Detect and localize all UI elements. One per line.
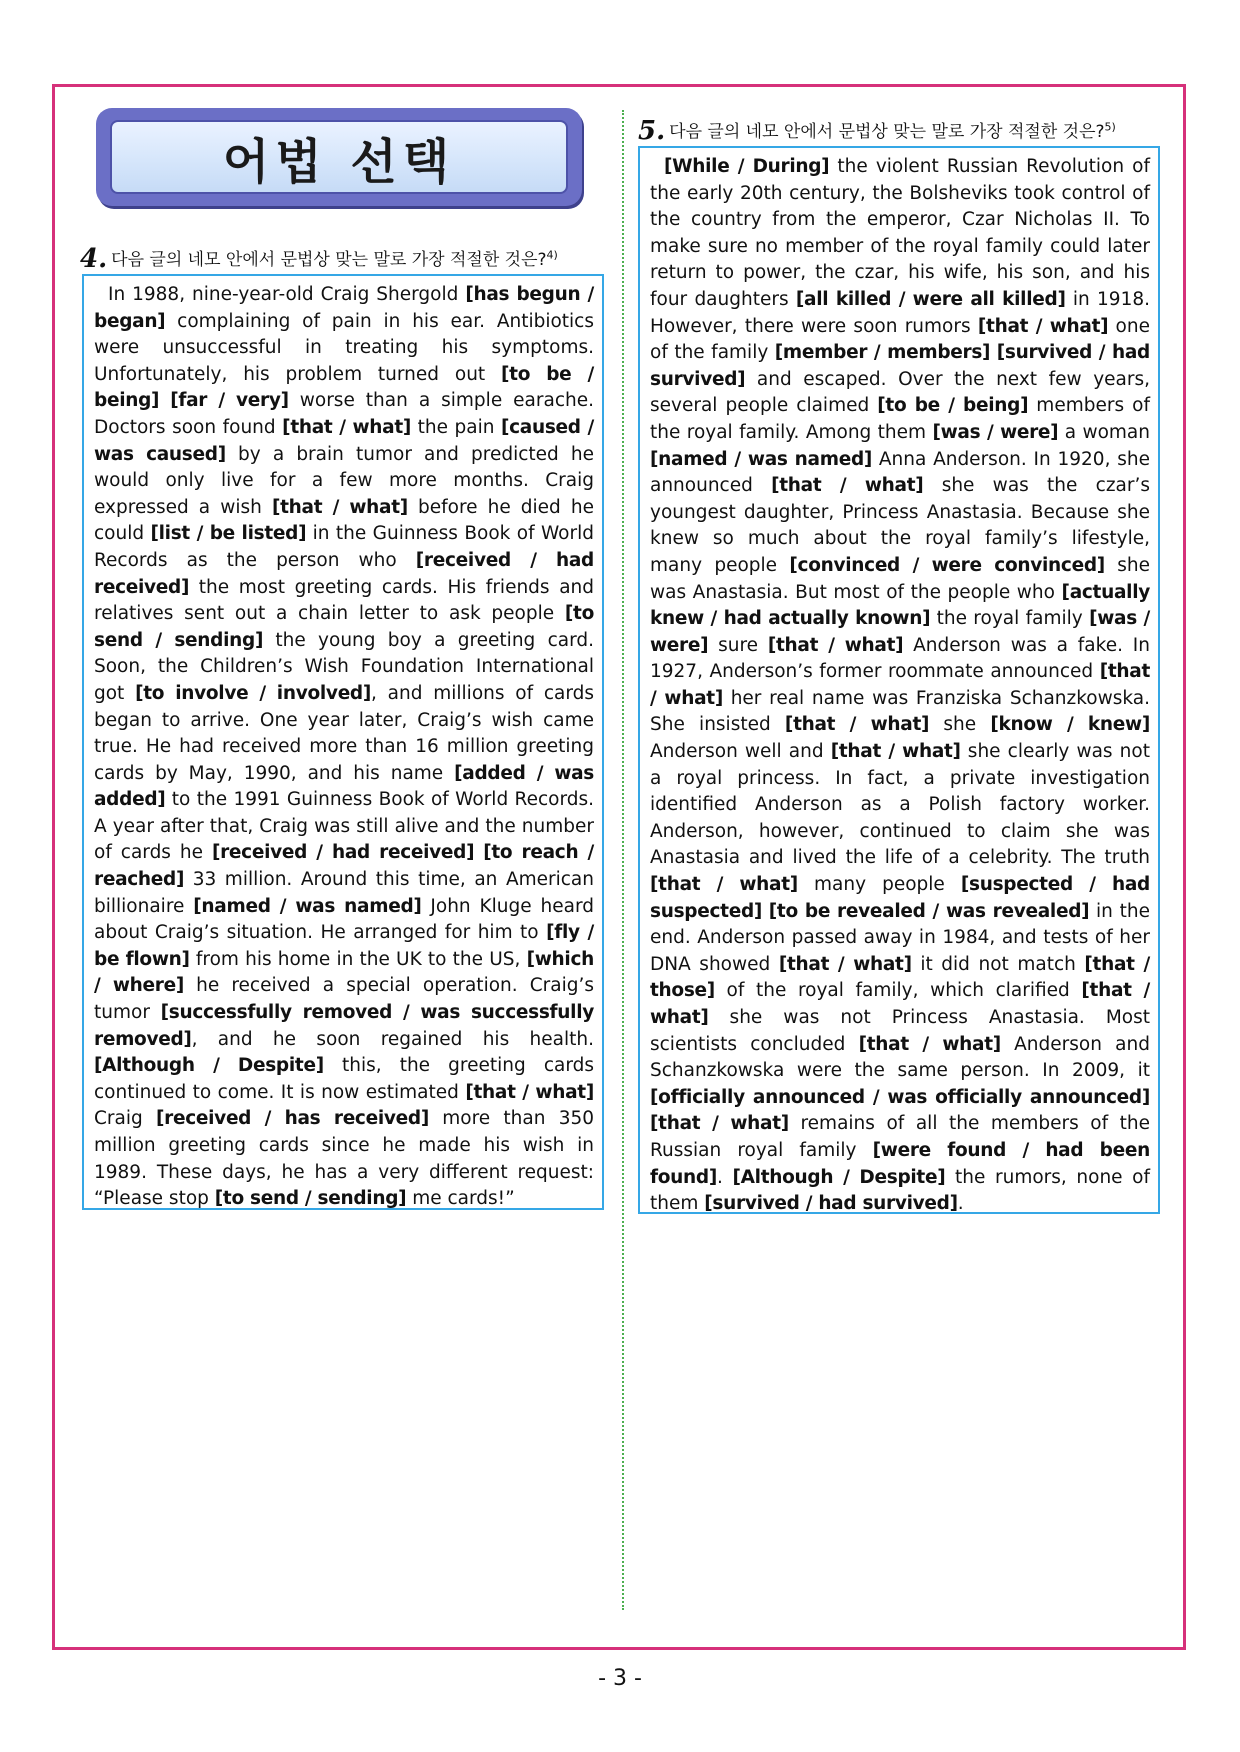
question-5-header: [638, 116, 1116, 146]
grammar-choice: [that / what]: [465, 1081, 594, 1103]
passage-text: the royal family: [930, 608, 1090, 630]
passage-text: she was not Princess Anastasia. Most scientists concluded: [650, 1007, 1150, 1055]
grammar-choice: [far / very]: [170, 390, 289, 412]
passage-text: many people: [797, 874, 961, 896]
grammar-choice: [successfully removed / was successfully removed]: [94, 1002, 594, 1050]
grammar-choice: [that / what]: [650, 1113, 789, 1135]
passage-text: [159, 390, 170, 411]
passage-text: the rumors, none of them: [650, 1166, 1150, 1215]
grammar-choice: [survived / had survived]: [650, 342, 1150, 390]
passage-text: me cards!”: [406, 1188, 515, 1210]
passage-text: from his home in the UK to the US,: [189, 948, 527, 970]
grammar-choice: [While / During]: [664, 156, 830, 177]
passage-text: before he died he could: [94, 496, 594, 545]
passage-text: in 1918. However, there were soon rumors: [650, 288, 1150, 337]
passage-text: 33 million. Around this time, an American billionaire: [94, 869, 594, 917]
passage-text: [474, 842, 483, 863]
passage-text: worse than a simple earache. Doctors soon found: [94, 390, 594, 438]
passage-text: he received a special operation. Craig’s tumor: [94, 975, 595, 1024]
grammar-choice: [that / what]: [650, 874, 798, 896]
grammar-choice: [to send / sending]: [214, 1188, 407, 1210]
title-banner: [96, 108, 582, 206]
passage-text: John Kluge heard about Craig’s situation. He arranged for him to: [94, 895, 594, 944]
grammar-choice: [Although / Despite]: [732, 1166, 946, 1188]
passage-text: sure: [708, 634, 768, 656]
grammar-choice: [that / what]: [977, 315, 1109, 337]
grammar-choice: [named / was named]: [650, 448, 873, 470]
grammar-choice: [that / what]: [778, 953, 912, 975]
passage-text: the young boy a greeting card. Soon, the Children’s Wish Foundation International got: [94, 629, 594, 704]
grammar-choice: [that / what]: [858, 1033, 1001, 1055]
passage-text: by a brain tumor and predicted he would only live for a few more months. Craig expressed a wish: [94, 443, 595, 518]
grammar-choice: [was / were]: [650, 608, 1150, 656]
question-4-header: [80, 244, 558, 274]
grammar-choice: [has begun / began]: [94, 284, 594, 332]
grammar-choice: [named / was named]: [193, 895, 422, 917]
passage-text: in the Guinness Book of World Records as the person who: [94, 523, 594, 571]
grammar-choice: [survived / had survived]: [704, 1193, 958, 1215]
passage-text: , and millions of cards began to arrive. One year later, Craig’s wish came true. He had received more than 16 million greeting cards by May, 1990, and his name: [94, 682, 595, 784]
question-4-number: 4.: [80, 244, 108, 274]
passage-text: to the 1991 Guinness Book of World Records. A year after that, Craig was still alive and the number of cards he: [94, 789, 594, 864]
passage-text: the pain: [411, 416, 501, 438]
question-4-passage-box: [82, 274, 604, 1210]
page-title: 어법 선택: [222, 133, 456, 190]
passage-text: members of the royal family. Among them: [650, 395, 1150, 443]
grammar-choice: [received / had received]: [211, 842, 475, 864]
passage-text: she clearly was not a royal princess. In fact, a private investigation identified Anderson as a Polish factory worker. Anderson, however, continued to claim she was Anastasia and lived the life of a celebrity. The truth: [650, 741, 1150, 869]
passage-text: a woman: [1058, 421, 1150, 443]
grammar-choice: [were found / had been found]: [650, 1139, 1150, 1188]
grammar-choice: [that / what]: [830, 741, 961, 763]
grammar-choice: [to be / being]: [94, 363, 594, 412]
passage-text: her real name was Franziska Schanzkowska. She insisted: [650, 687, 1150, 736]
grammar-choice: [that / what]: [784, 714, 930, 736]
grammar-choice: [that / what]: [771, 475, 924, 497]
passage-text: more than 350 million greeting cards since he made his wish in 1989. These days, he has a very different request: “Please stop: [94, 1108, 595, 1210]
grammar-choice: [received / has received]: [156, 1108, 429, 1130]
passage-text: Anna Anderson. In 1920, she announced: [650, 448, 1150, 497]
question-4-footnote: 4): [546, 248, 558, 262]
grammar-choice: [to be revealed / was revealed]: [768, 900, 1090, 922]
grammar-choice: [received / had received]: [94, 549, 594, 598]
passage-text: Anderson was a fake. In 1927, Anderson’s former roommate announced: [650, 634, 1150, 683]
grammar-choice: [member / members]: [774, 342, 991, 364]
passage-text: one of the family: [650, 315, 1150, 364]
passage-text: , and he soon regained his health.: [191, 1028, 594, 1050]
grammar-choice: [to send / sending]: [94, 603, 594, 651]
grammar-choice: [added / was added]: [94, 762, 595, 811]
question-4-prompt: 다음 글의 네모 안에서 문법상 맞는 말로 가장 적절한 것은?: [111, 250, 547, 270]
column-divider: [622, 110, 624, 1610]
title-banner-inner: [110, 120, 568, 194]
grammar-choice: [that / what]: [650, 980, 1150, 1028]
grammar-choice: [that / those]: [650, 953, 1150, 1002]
grammar-choice: [know / knew]: [990, 714, 1150, 736]
grammar-choice: [convinced / were convinced]: [789, 554, 1105, 576]
page-number: - 3 -: [598, 1666, 642, 1691]
passage-text: In 1988, nine-year-old Craig Shergold: [108, 284, 466, 305]
grammar-choice: [fly / be flown]: [94, 922, 594, 970]
passage-text: Craig: [94, 1108, 156, 1130]
question-5-number: 5.: [638, 116, 666, 146]
passage-text: and escaped. Over the next few years, several people claimed: [650, 368, 1150, 417]
grammar-choice: [list / be listed]: [150, 523, 307, 545]
question-5-passage-box: [638, 146, 1160, 1214]
grammar-choice: [officially announced / was officially announced]: [650, 1086, 1150, 1108]
grammar-choice: [caused / was caused]: [94, 416, 594, 465]
passage-text: Anderson well and: [650, 741, 831, 763]
grammar-choice: [that / what]: [282, 416, 412, 438]
passage-text: the most greeting cards. His friends and relatives sent out a chain letter to ask people: [94, 576, 594, 625]
passage-text: in the end. Anderson passed away in 1984, and tests of her DNA showed: [650, 900, 1150, 975]
passage-text: [762, 901, 769, 922]
passage-text: Anderson and Schanzkowska were the same person. In 2009, it: [650, 1033, 1150, 1082]
grammar-choice: [which / where]: [94, 948, 594, 997]
passage-text: it did not match: [911, 953, 1085, 975]
question-5-footnote: 5): [1104, 120, 1116, 134]
passage-text: she: [929, 714, 991, 736]
question-5-prompt: 다음 글의 네모 안에서 문법상 맞는 말로 가장 적절한 것은?: [669, 122, 1105, 142]
grammar-choice: [actually knew / had actually known]: [650, 581, 1150, 630]
grammar-choice: [to be / being]: [877, 395, 1029, 417]
passage-text: she was the czar’s youngest daughter, Princess Anastasia. Because she knew so much about the royal family’s lifestyle, many people: [650, 475, 1150, 576]
grammar-choice: [that / what]: [271, 496, 408, 518]
grammar-choice: [Although / Despite]: [94, 1055, 324, 1077]
passage-text: .: [717, 1166, 733, 1188]
grammar-choice: [was / were]: [932, 421, 1059, 443]
grammar-choice: [all killed / were all killed]: [795, 288, 1066, 310]
passage-text: complaining of pain in his ear. Antibiotics were unsuccessful in treating his symptoms. Unfortunately, his problem turned out: [94, 310, 594, 385]
grammar-choice: [suspected / had suspected]: [650, 874, 1150, 922]
grammar-choice: [to reach / reached]: [94, 842, 594, 891]
grammar-choice: [that / what]: [650, 661, 1150, 709]
passage-text: she was Anastasia. But most of the people who: [650, 554, 1150, 603]
passage-text: remains of all the members of the Russian royal family: [650, 1113, 1150, 1161]
passage-text: .: [957, 1193, 964, 1215]
grammar-choice: [to involve / involved]: [135, 682, 372, 704]
passage-text: the violent Russian Revolution of the early 20th century, the Bolsheviks took control of the country from the emperor, Czar Nicholas II. To make sure no member of the royal family could later return to power, the czar, his wife, his son, and his four daughters: [650, 156, 1150, 310]
question-5-passage: [650, 154, 1150, 1218]
passage-text: this, the greeting cards continued to come. It is now estimated: [94, 1055, 595, 1103]
passage-text: of the royal family, which clarified: [714, 980, 1082, 1002]
question-4-passage: [94, 282, 594, 1213]
grammar-choice: [that / what]: [767, 634, 904, 656]
